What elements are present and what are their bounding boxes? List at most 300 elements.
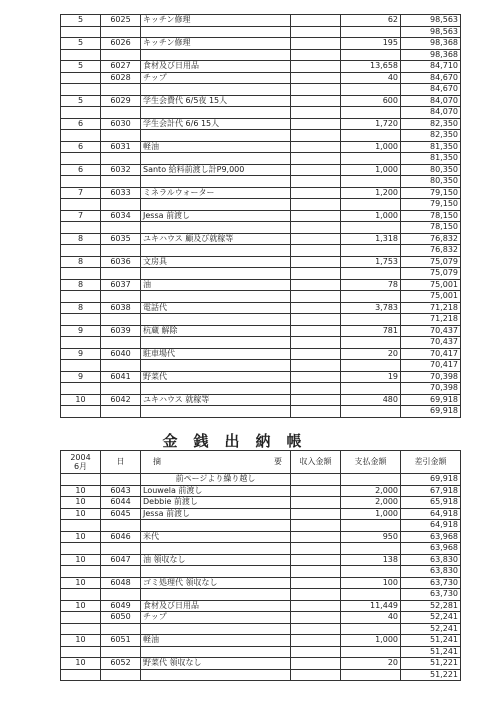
row-empty [341,245,401,257]
row-voucher-no: 6051 [101,635,141,647]
row-description: 学生会計代 6/6 15人 [141,118,291,130]
row-empty [61,337,101,349]
row-empty [141,222,291,234]
row-subtotal: 75,001 [401,291,461,303]
ledger-top-subtotal-row [61,314,461,326]
row-empty [291,543,341,555]
row-balance: 76,832 [401,233,461,245]
row-month: 8 [61,302,101,314]
row-subtotal: 69,918 [401,406,461,418]
row-empty [101,84,141,96]
row-voucher-no: 6035 [101,233,141,245]
row-empty [141,337,291,349]
header-day: 日 [101,451,141,474]
row-empty [101,589,141,601]
row-empty [141,26,291,38]
row-empty [61,153,101,165]
row-empty [141,589,291,601]
row-empty [341,360,401,372]
ledger-top-subtotal-row [61,291,461,303]
row-description: ユキハウス 顧及び就稼等 [141,233,291,245]
row-income [291,371,341,383]
row-income [291,485,341,497]
row-empty [101,314,141,326]
row-income [291,38,341,50]
row-balance: 84,670 [401,72,461,84]
row-empty [141,646,291,658]
row-description: 学生会費代 6/5夜 15人 [141,95,291,107]
row-subtotal: 78,150 [401,222,461,234]
row-empty [291,26,341,38]
row-voucher-no: 6052 [101,658,141,670]
row-empty [101,245,141,257]
row-empty [141,291,291,303]
row-balance: 70,437 [401,325,461,337]
row-income [291,497,341,509]
row-expense: 2,000 [341,497,401,509]
row-empty [291,84,341,96]
row-empty [101,646,141,658]
row-voucher-no: 6036 [101,256,141,268]
row-month: 5 [61,15,101,27]
ledger-top-row [61,233,461,245]
row-empty [101,291,141,303]
row-expense: 1,000 [341,141,401,153]
row-balance: 52,281 [401,600,461,612]
row-empty [141,49,291,61]
row-empty [341,314,401,326]
row-empty [101,406,141,418]
row-empty [291,623,341,635]
ledger-top-row [61,72,461,84]
row-balance: 78,150 [401,210,461,222]
row-subtotal: 51,221 [401,669,461,681]
row-empty [341,107,401,119]
row-subtotal: 76,832 [401,245,461,257]
row-expense: 1,000 [341,508,401,520]
row-empty [291,383,341,395]
ledger-bottom-row [61,577,461,589]
row-balance: 70,398 [401,371,461,383]
row-description: 駐車場代 [141,348,291,360]
row-income [291,256,341,268]
carry-description: 前ページより繰り越し [141,474,291,486]
row-month: 9 [61,348,101,360]
row-empty [291,291,341,303]
row-empty [341,84,401,96]
row-empty [101,26,141,38]
row-empty [141,107,291,119]
row-description: 食材及び日用品 [141,61,291,73]
row-income [291,210,341,222]
header-row [61,451,461,474]
ledger-bottom-row [61,497,461,509]
row-voucher-no: 6039 [101,325,141,337]
row-voucher-no: 6048 [101,577,141,589]
row-balance: 52,241 [401,612,461,624]
row-subtotal: 84,670 [401,84,461,96]
row-month: 7 [61,187,101,199]
row-voucher-no: 6049 [101,600,141,612]
row-income [291,302,341,314]
row-voucher-no: 6044 [101,497,141,509]
row-month: 10 [61,600,101,612]
row-subtotal: 63,968 [401,543,461,555]
row-empty [61,176,101,188]
ledger-bottom-subtotal-row [61,566,461,578]
row-empty [341,669,401,681]
row-balance: 84,070 [401,95,461,107]
ledger-top-row [61,302,461,314]
row-empty [61,107,101,119]
row-empty [341,26,401,38]
row-empty [101,107,141,119]
row-empty [291,107,341,119]
row-description: キッチン修理 [141,15,291,27]
row-expense: 1,720 [341,118,401,130]
row-expense: 1,200 [341,187,401,199]
row-income [291,187,341,199]
row-empty [101,520,141,532]
row-empty [341,623,401,635]
ledger-table-bottom [60,450,461,681]
row-empty [141,314,291,326]
ledger-top-subtotal-row [61,49,461,61]
ledger-bottom-row [61,612,461,624]
row-empty [61,566,101,578]
row-income [291,577,341,589]
row-empty [61,406,101,418]
row-empty [141,268,291,280]
row-expense: 1,318 [341,233,401,245]
row-voucher-no: 6047 [101,554,141,566]
ledger-top-subtotal-row [61,107,461,119]
row-description: 電話代 [141,302,291,314]
row-month: 10 [61,497,101,509]
row-description: 野菜代 [141,371,291,383]
ledger-bottom-row [61,600,461,612]
row-empty [61,383,101,395]
ledger-top-subtotal-row [61,268,461,280]
row-expense: 2,000 [341,485,401,497]
row-voucher-no: 6050 [101,612,141,624]
ledger-top-subtotal-row [61,130,461,142]
row-description: 野菜代 領収なし [141,658,291,670]
row-month: 10 [61,635,101,647]
row-description: 米代 [141,531,291,543]
row-balance: 70,417 [401,348,461,360]
row-description: 軽油 [141,635,291,647]
row-voucher-no: 6033 [101,187,141,199]
row-description: Louwela 前渡し [141,485,291,497]
ledger-top-row [61,164,461,176]
row-expense: 78 [341,279,401,291]
row-income [291,612,341,624]
row-description: ミネラルウォーター [141,187,291,199]
ledger-bottom-row [61,531,461,543]
row-voucher-no: 6030 [101,118,141,130]
ledger-top-row [61,256,461,268]
row-empty [341,49,401,61]
row-empty [101,623,141,635]
ledger-bottom-subtotal-row [61,589,461,601]
row-income [291,15,341,27]
row-voucher-no: 6046 [101,531,141,543]
row-empty [61,130,101,142]
row-expense: 138 [341,554,401,566]
row-subtotal: 63,830 [401,566,461,578]
row-subtotal: 79,150 [401,199,461,211]
row-month: 10 [61,554,101,566]
row-empty [291,589,341,601]
row-expense: 781 [341,325,401,337]
row-month: 9 [61,325,101,337]
ledger-top-row [61,210,461,222]
row-month: 10 [61,658,101,670]
row-month: 5 [61,95,101,107]
row-description: ゴミ処理代 領収なし [141,577,291,589]
row-subtotal: 52,241 [401,623,461,635]
row-description: 文房具 [141,256,291,268]
row-description: チップ [141,72,291,84]
row-income [291,61,341,73]
ledger-bottom-row [61,658,461,670]
row-subtotal: 84,070 [401,107,461,119]
row-income [291,164,341,176]
ledger-bottom-subtotal-row [61,669,461,681]
row-subtotal: 64,918 [401,520,461,532]
row-month: 10 [61,577,101,589]
row-balance: 64,918 [401,508,461,520]
row-description: Jessa 前渡し [141,508,291,520]
ledger-top-subtotal-row [61,383,461,395]
row-description: Jessa 前渡し [141,210,291,222]
row-expense: 40 [341,612,401,624]
row-empty [101,49,141,61]
row-empty [291,245,341,257]
row-month: 10 [61,508,101,520]
row-empty [341,337,401,349]
row-empty [291,222,341,234]
row-empty [61,222,101,234]
row-balance: 65,918 [401,497,461,509]
row-income [291,531,341,543]
row-subtotal: 51,241 [401,646,461,658]
ledger-top-row [61,118,461,130]
row-empty [341,520,401,532]
ledger-top-row [61,15,461,27]
row-expense: 1,753 [341,256,401,268]
row-voucher-no: 6038 [101,302,141,314]
ledger-top-row [61,95,461,107]
row-expense: 40 [341,72,401,84]
row-income [291,508,341,520]
row-voucher-no: 6034 [101,210,141,222]
row-income [291,348,341,360]
row-balance: 69,918 [401,394,461,406]
row-expense: 950 [341,531,401,543]
ledger-top-subtotal-row [61,245,461,257]
row-expense: 19 [341,371,401,383]
row-empty [101,153,141,165]
row-empty [61,589,101,601]
row-empty [61,84,101,96]
ledger-top-subtotal-row [61,222,461,234]
row-subtotal: 98,563 [401,26,461,38]
ledger-top-row [61,394,461,406]
row-description: 油 [141,279,291,291]
row-empty [341,589,401,601]
row-empty [141,520,291,532]
ledger-table-top [60,14,461,418]
row-empty [141,176,291,188]
ledger-bottom-subtotal-row [61,623,461,635]
row-income [291,394,341,406]
row-expense: 62 [341,15,401,27]
row-empty [291,337,341,349]
row-balance: 51,241 [401,635,461,647]
header-year-month: 2004 6月 [61,451,101,474]
row-subtotal: 63,730 [401,589,461,601]
row-balance: 63,968 [401,531,461,543]
row-empty [291,406,341,418]
row-empty [61,623,101,635]
row-description: 油 領収なし [141,554,291,566]
row-empty [61,268,101,280]
row-subtotal: 70,437 [401,337,461,349]
row-empty [141,153,291,165]
row-empty [61,26,101,38]
row-expense: 13,658 [341,61,401,73]
row-income [291,658,341,670]
row-description: Santo 給料前渡し計P9,000 [141,164,291,176]
row-income [291,279,341,291]
row-voucher-no: 6045 [101,508,141,520]
row-empty [61,49,101,61]
row-balance: 51,221 [401,658,461,670]
row-month: 5 [61,38,101,50]
row-empty [61,245,101,257]
row-empty [101,383,141,395]
ledger-bottom-row [61,485,461,497]
row-income [291,233,341,245]
row-expense: 3,783 [341,302,401,314]
row-balance: 82,350 [401,118,461,130]
row-balance: 98,368 [401,38,461,50]
row-empty [61,520,101,532]
row-empty [341,176,401,188]
row-empty [291,268,341,280]
row-empty [291,153,341,165]
row-empty [61,360,101,372]
ledger-bottom-row [61,508,461,520]
ledger-top-subtotal-row [61,176,461,188]
row-balance: 71,218 [401,302,461,314]
row-balance: 84,710 [401,61,461,73]
row-month: 10 [61,394,101,406]
row-balance: 75,079 [401,256,461,268]
row-empty [101,199,141,211]
row-empty [141,566,291,578]
row-expense: 100 [341,577,401,589]
row-balance: 80,350 [401,164,461,176]
row-month: 8 [61,233,101,245]
row-empty [341,199,401,211]
ledger-top-subtotal-row [61,360,461,372]
row-empty [61,669,101,681]
row-subtotal: 75,079 [401,268,461,280]
row-subtotal: 71,218 [401,314,461,326]
row-month: 6 [61,164,101,176]
ledger-top-row [61,371,461,383]
row-expense: 20 [341,348,401,360]
row-subtotal: 80,350 [401,176,461,188]
row-description: チップ [141,612,291,624]
row-empty [61,314,101,326]
row-empty [141,245,291,257]
row-empty [101,543,141,555]
row-empty [101,130,141,142]
row-description: 食材及び日用品 [141,600,291,612]
row-subtotal: 81,350 [401,153,461,165]
row-subtotal: 70,417 [401,360,461,372]
row-voucher-no: 6025 [101,15,141,27]
ledger-top-subtotal-row [61,153,461,165]
row-empty [141,383,291,395]
row-month: 7 [61,210,101,222]
ledger-bottom-subtotal-row [61,520,461,532]
row-month: 10 [61,485,101,497]
row-voucher-no: 6042 [101,394,141,406]
ledger-top-subtotal-row [61,406,461,418]
row-subtotal: 70,398 [401,383,461,395]
row-empty [291,49,341,61]
row-month [61,612,101,624]
row-voucher-no: 6037 [101,279,141,291]
row-empty [291,646,341,658]
ledger-bottom-subtotal-row [61,646,461,658]
row-empty [291,669,341,681]
row-empty [141,84,291,96]
row-month: 5 [61,61,101,73]
row-description: 軽油 [141,141,291,153]
row-empty [101,566,141,578]
ledger-top-row [61,279,461,291]
page-title: 金銭出納帳 [162,432,318,450]
row-empty [141,406,291,418]
row-empty [141,669,291,681]
row-expense: 20 [341,658,401,670]
carry-row [61,474,461,486]
row-empty [141,623,291,635]
row-description: ユキハウス 就稼等 [141,394,291,406]
row-expense: 600 [341,95,401,107]
row-income [291,635,341,647]
row-empty [291,520,341,532]
ledger-top-row [61,61,461,73]
row-empty [141,543,291,555]
ledger-top-row [61,348,461,360]
row-empty [291,314,341,326]
row-description: 杭蔵 解除 [141,325,291,337]
row-income [291,141,341,153]
row-empty [341,130,401,142]
row-empty [341,153,401,165]
row-balance: 67,918 [401,485,461,497]
ledger-top-subtotal-row [61,199,461,211]
row-month: 6 [61,141,101,153]
row-balance: 75,001 [401,279,461,291]
